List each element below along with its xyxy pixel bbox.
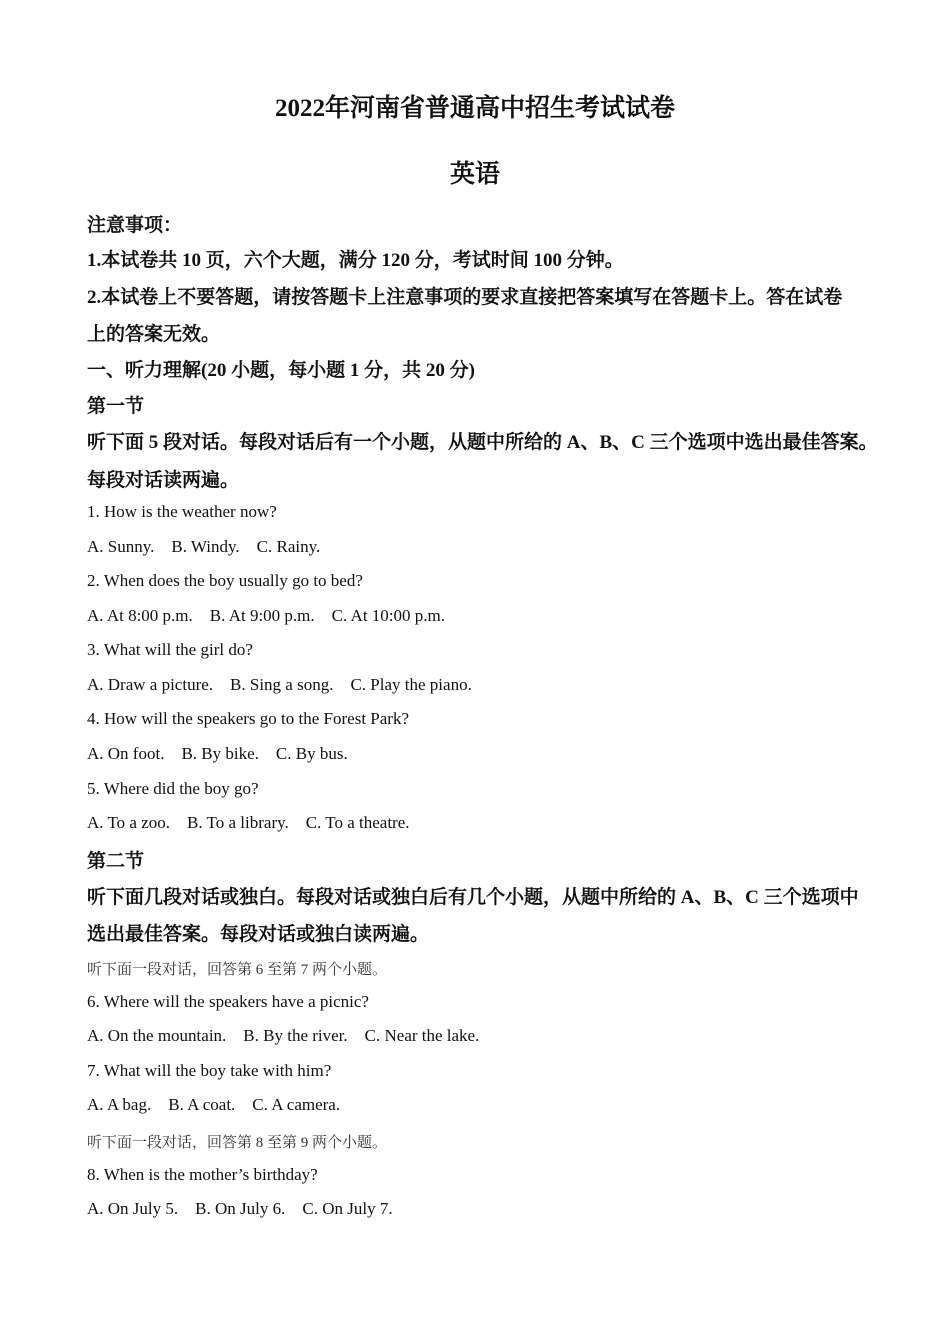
- option-a: A. To a zoo.: [87, 813, 171, 832]
- option-c: C. To a theatre.: [305, 813, 410, 832]
- dialogue-prompt-8-9: 听下面一段对话，回答第 8 至第 9 两个小题。: [87, 1135, 388, 1151]
- section-2-instruction-line-2: 选出最佳答案。每段对话或独白读两遍。: [87, 924, 430, 945]
- option-c: C. At 10:00 p.m.: [331, 606, 446, 625]
- notes-heading: 注意事项：: [87, 215, 183, 236]
- option-b: B. Sing a song.: [230, 675, 334, 694]
- option-b: B. To a library.: [187, 813, 289, 832]
- section-2-instruction-line-1: 听下面几段对话或独白。每段对话或独白后有几个小题，从题中所给的 A、B、C 三个选项中: [87, 887, 859, 908]
- options-6: [87, 1026, 479, 1046]
- option-a: A. At 8:00 p.m.: [87, 606, 193, 625]
- dialogue-prompt-6-7: 听下面一段对话，回答第 6 至第 7 两个小题。: [87, 962, 388, 978]
- options-3: [87, 675, 472, 695]
- question-7: 7. What will the boy take with him?: [87, 1061, 332, 1080]
- section-1-heading: 第一节: [87, 396, 145, 417]
- section-2-heading: 第二节: [87, 851, 145, 872]
- part-1-heading: 一、听力理解(20 小题，每小题 1 分，共 20 分): [87, 360, 475, 381]
- question-4: 4. How will the speakers go to the Forest Park?: [87, 709, 409, 728]
- options-1: [87, 537, 320, 557]
- section-1-instruction-line-1: 听下面 5 段对话。每段对话后有一个小题，从题中所给的 A、B、C 三个选项中选出最佳答案。: [87, 432, 878, 453]
- option-b: B. By the river.: [243, 1026, 348, 1045]
- option-b: B. At 9:00 p.m.: [209, 606, 315, 625]
- notes-item-2-line-1: 2.本试卷上不要答题，请按答题卡上注意事项的要求直接把答案填写在答题卡上。答在试卷: [87, 287, 843, 308]
- option-b: B. On July 6.: [195, 1199, 286, 1218]
- option-a: A. Sunny.: [87, 537, 155, 556]
- option-c: C. Near the lake.: [364, 1026, 480, 1045]
- option-a: A. On July 5.: [87, 1199, 179, 1218]
- subject-title: 英语: [449, 161, 500, 188]
- options-4: [87, 744, 348, 764]
- option-b: B. By bike.: [181, 744, 259, 763]
- question-1: 1. How is the weather now?: [87, 502, 277, 521]
- option-a: A. Draw a picture.: [87, 675, 214, 694]
- exam-title: 2022年河南省普通高中招生考试试卷: [274, 95, 675, 122]
- option-c: C. Play the piano.: [350, 675, 472, 694]
- options-8: [87, 1199, 393, 1219]
- option-b: B. Windy.: [171, 537, 240, 556]
- option-c: C. A camera.: [252, 1095, 341, 1114]
- options-2: [87, 606, 445, 626]
- question-6: 6. Where will the speakers have a picnic?: [87, 992, 369, 1011]
- option-a: A. On foot.: [87, 744, 165, 763]
- option-a: A. A bag.: [87, 1095, 152, 1114]
- options-5: [87, 813, 410, 833]
- options-7: [87, 1095, 340, 1115]
- option-b: B. A coat.: [168, 1095, 236, 1114]
- notes-item-1: 1.本试卷共 10 页，六个大题，满分 120 分，考试时间 100 分钟。: [87, 250, 624, 271]
- option-c: C. Rainy.: [256, 537, 321, 556]
- question-5: 5. Where did the boy go?: [87, 779, 259, 798]
- option-c: C. On July 7.: [302, 1199, 393, 1218]
- section-1-instruction-line-2: 每段对话读两遍。: [87, 470, 240, 491]
- question-2: 2. When does the boy usually go to bed?: [87, 571, 363, 590]
- question-8: 8. When is the mother’s birthday?: [87, 1165, 318, 1184]
- option-c: C. By bus.: [275, 744, 348, 763]
- notes-item-2-line-2: 上的答案无效。: [87, 324, 221, 345]
- option-a: A. On the mountain.: [87, 1026, 227, 1045]
- question-3: 3. What will the girl do?: [87, 640, 253, 659]
